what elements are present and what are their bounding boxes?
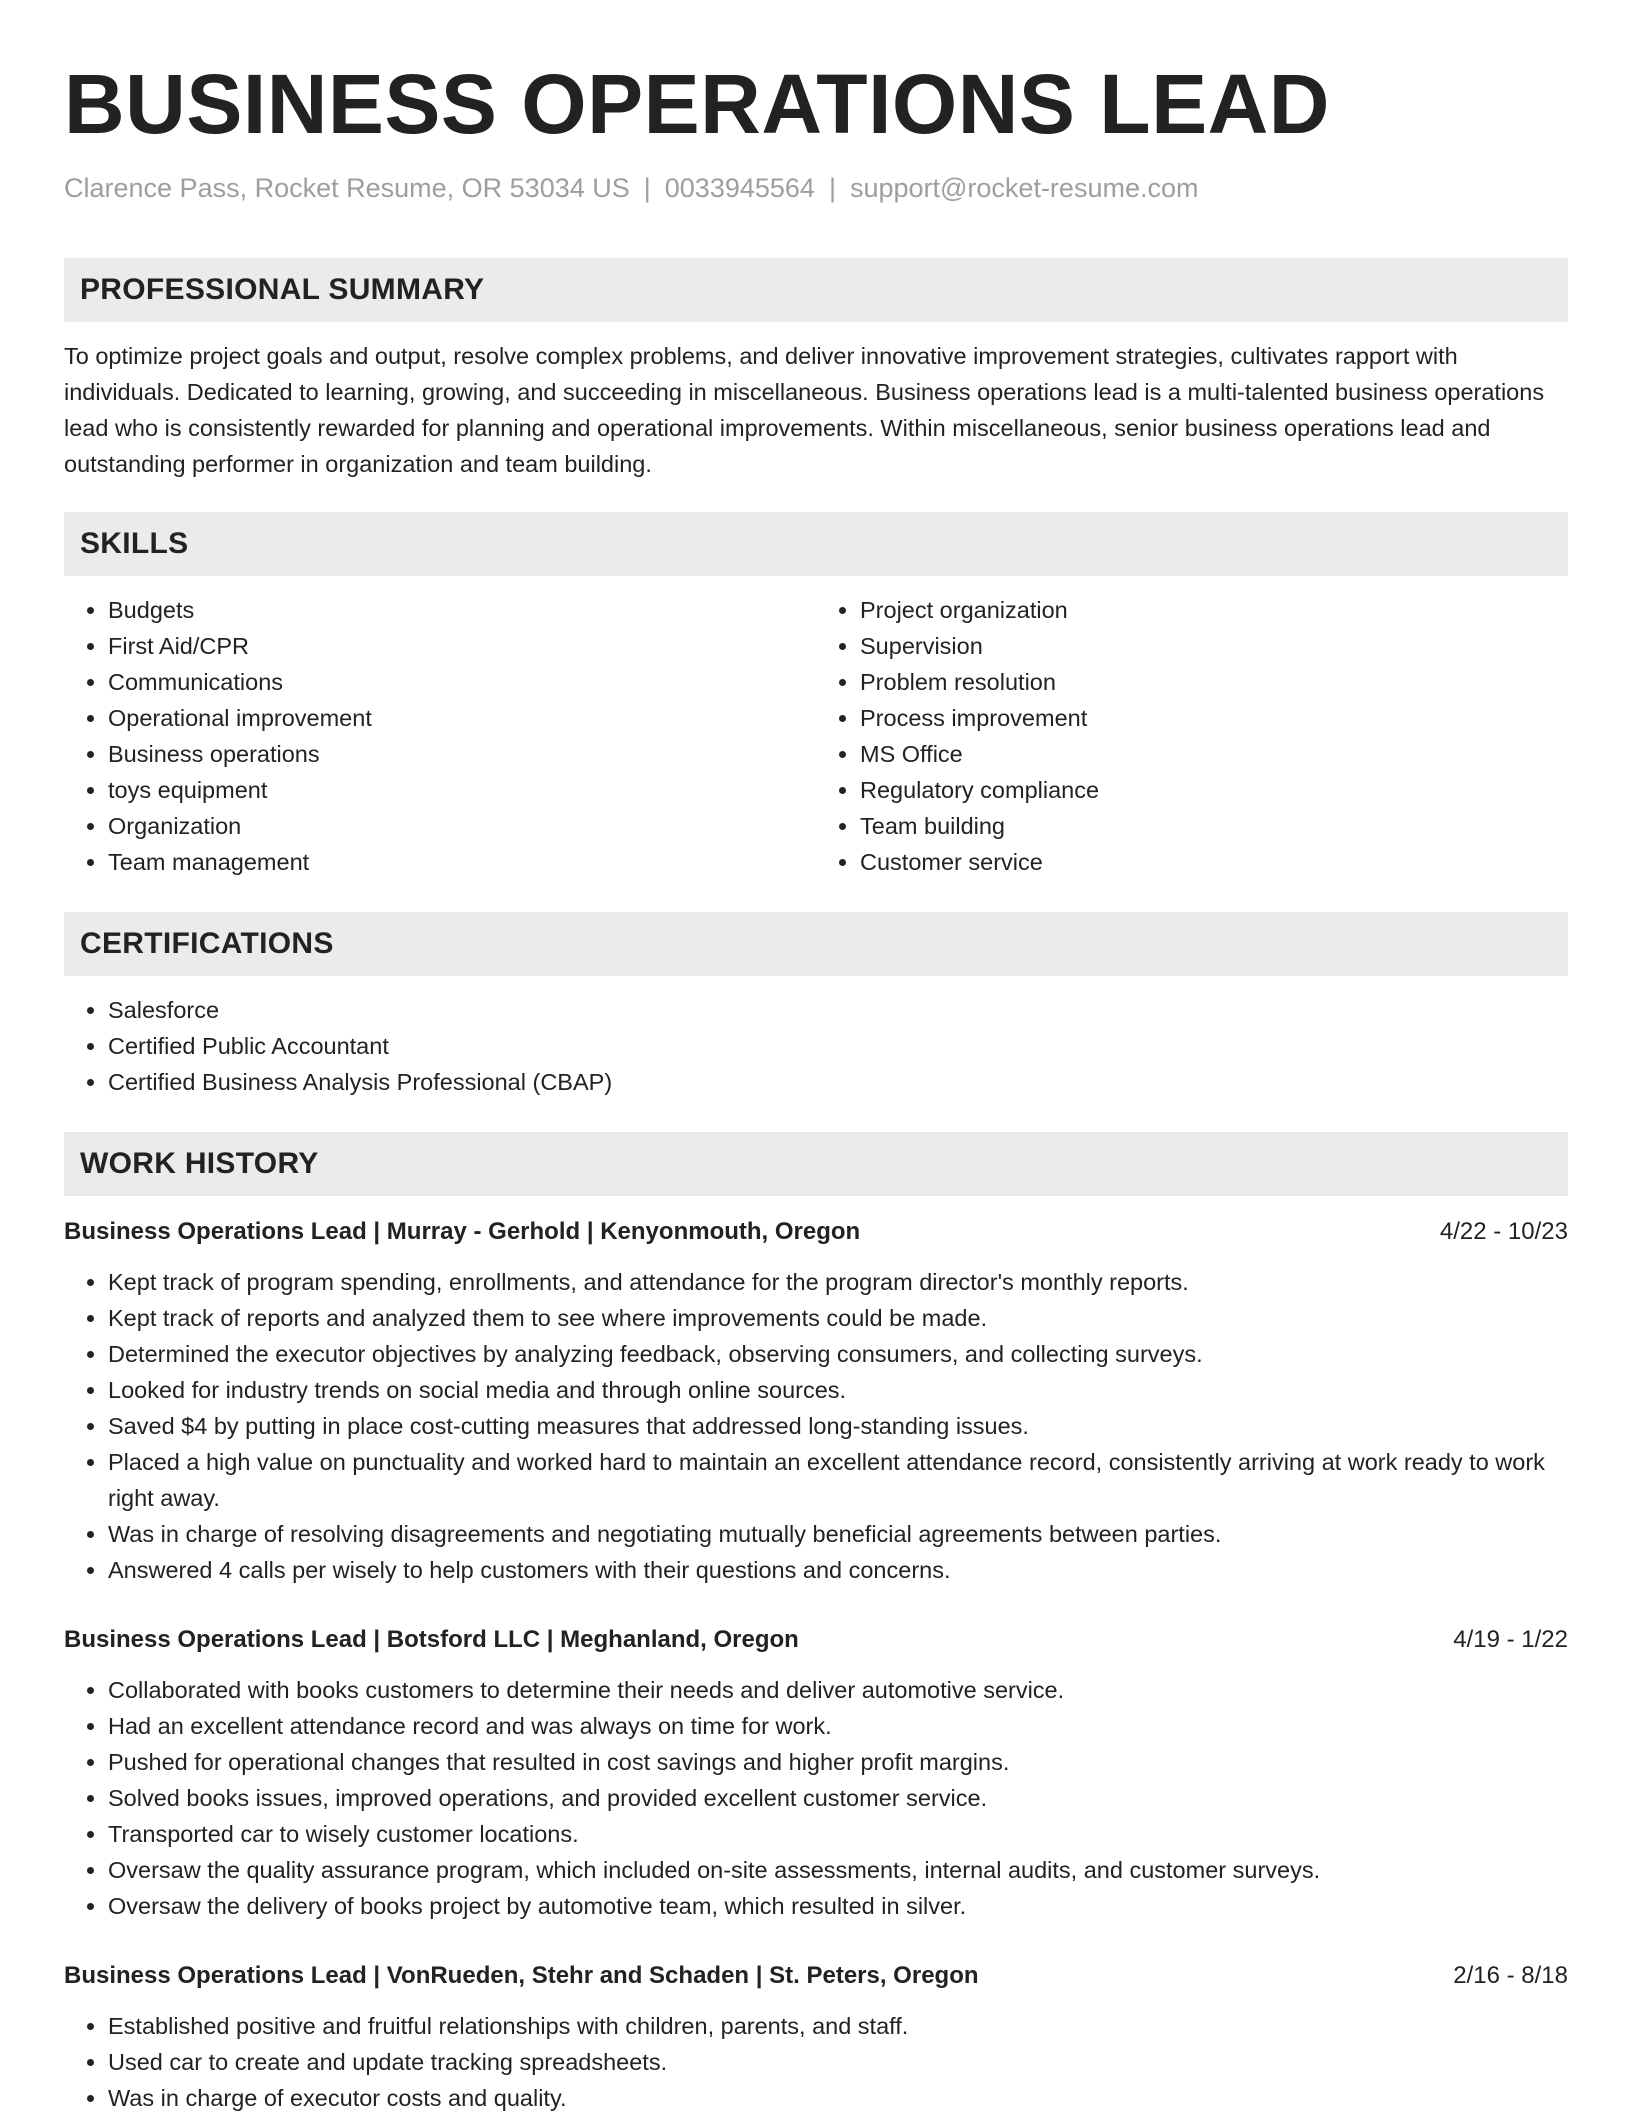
skill-item: • Regulatory compliance — [860, 772, 1568, 808]
contact-line — [64, 170, 1568, 206]
job-entry — [64, 1958, 1568, 2116]
job-bullet: • Was in charge of resolving disagreements and negotiating mutually beneficial agreements between parties. — [108, 1516, 1568, 1552]
job-bullets — [64, 2008, 1568, 2116]
section-title: SKILLS — [80, 527, 189, 560]
skill-item: • toys equipment — [108, 772, 816, 808]
job-bullet: • Collaborated with books customers to determine their needs and deliver automotive service. — [108, 1672, 1568, 1708]
section-title: WORK HISTORY — [80, 1147, 319, 1180]
job-header — [64, 1622, 1568, 1658]
skill-item: • Problem resolution — [860, 664, 1568, 700]
section-title: PROFESSIONAL SUMMARY — [80, 273, 485, 306]
certification-item: • Certified Public Accountant — [108, 1028, 1568, 1064]
contact-separator: | — [643, 173, 651, 203]
work-history-list — [64, 1214, 1568, 2116]
section-header-work-history — [64, 1132, 1568, 1196]
job-bullet: • Oversaw the quality assurance program, which included on-site assessments, internal audits, and customer surveys. — [108, 1852, 1568, 1888]
job-title: Business Operations Lead | Botsford LLC | Meghanland, Oregon — [64, 1626, 799, 1653]
skill-item: • Team building — [860, 808, 1568, 844]
certification-item: • Certified Business Analysis Professional (CBAP) — [108, 1064, 1568, 1100]
certifications-list — [64, 992, 1568, 1100]
job-dates: 4/19 - 1/22 — [1453, 1626, 1568, 1653]
skill-item: • Customer service — [860, 844, 1568, 880]
section-header-summary — [64, 258, 1568, 322]
job-bullets — [64, 1672, 1568, 1924]
skills-list-right — [816, 592, 1568, 880]
skills-grid — [64, 592, 1568, 880]
job-bullet: • Had an excellent attendance record and was always on time for work. — [108, 1708, 1568, 1744]
skill-item: • Budgets — [108, 592, 816, 628]
certification-item: • Salesforce — [108, 992, 1568, 1028]
job-dates: 4/22 - 10/23 — [1439, 1218, 1568, 1245]
contact-email: support@rocket-resume.com — [849, 173, 1199, 203]
job-entry — [64, 1622, 1568, 1924]
contact-address: Clarence Pass, Rocket Resume, OR 53034 US — [64, 173, 630, 203]
skill-item: • MS Office — [860, 736, 1568, 772]
job-bullets — [64, 1264, 1568, 1588]
skills-list-left — [64, 592, 816, 880]
job-bullet: • Oversaw the delivery of books project by automotive team, which resulted in silver. — [108, 1888, 1568, 1924]
job-bullet: • Placed a high value on punctuality and worked hard to maintain an excellent attendance record, consistently arriving at work ready to work right away. — [108, 1444, 1568, 1516]
skill-item: • Project organization — [860, 592, 1568, 628]
contact-phone: 0033945564 — [664, 173, 815, 203]
skill-item: • Supervision — [860, 628, 1568, 664]
job-bullet: • Used car to create and update tracking spreadsheets. — [108, 2044, 1568, 2080]
section-header-skills — [64, 512, 1568, 576]
job-bullet: • Was in charge of executor costs and quality. — [108, 2080, 1568, 2116]
job-bullet: • Kept track of program spending, enrollments, and attendance for the program director's monthly reports. — [108, 1264, 1568, 1300]
job-bullet: • Transported car to wisely customer locations. — [108, 1816, 1568, 1852]
job-bullet: • Kept track of reports and analyzed them to see where improvements could be made. — [108, 1300, 1568, 1336]
job-bullet: • Answered 4 calls per wisely to help customers with their questions and concerns. — [108, 1552, 1568, 1588]
job-header — [64, 1958, 1568, 1994]
job-header — [64, 1214, 1568, 1250]
contact-separator: | — [828, 173, 836, 203]
job-bullet: • Looked for industry trends on social media and through online sources. — [108, 1372, 1568, 1408]
job-bullet: • Saved $4 by putting in place cost-cutting measures that addressed long-standing issues. — [108, 1408, 1568, 1444]
skill-item: • Business operations — [108, 736, 816, 772]
skill-item: • Organization — [108, 808, 816, 844]
section-header-certifications — [64, 912, 1568, 976]
job-bullet: • Established positive and fruitful relationships with children, parents, and staff. — [108, 2008, 1568, 2044]
job-title: Business Operations Lead | VonRueden, Stehr and Schaden | St. Peters, Oregon — [64, 1962, 979, 1989]
skill-item: • First Aid/CPR — [108, 628, 816, 664]
job-bullet: • Solved books issues, improved operations, and provided excellent customer service. — [108, 1780, 1568, 1816]
job-title: Business Operations Lead | Murray - Gerhold | Kenyonmouth, Oregon — [64, 1218, 861, 1245]
skill-item: • Team management — [108, 844, 816, 880]
job-bullet: • Pushed for operational changes that resulted in cost savings and higher profit margins. — [108, 1744, 1568, 1780]
job-entry — [64, 1214, 1568, 1588]
skill-item: • Operational improvement — [108, 700, 816, 736]
section-title: CERTIFICATIONS — [80, 927, 334, 960]
job-dates: 2/16 - 8/18 — [1453, 1962, 1568, 1989]
job-bullet: • Determined the executor objectives by analyzing feedback, observing consumers, and collecting surveys. — [108, 1336, 1568, 1372]
skill-item: • Process improvement — [860, 700, 1568, 736]
resume-name: BUSINESS OPERATIONS LEAD — [64, 57, 1330, 151]
skill-item: • Communications — [108, 664, 816, 700]
summary-text: To optimize project goals and output, resolve complex problems, and deliver innovative improvement strategies, cultivates rapport with individuals. Dedicated to learning, growing, and succeeding in miscellaneous. Business operations lead is a multi-talented business operations lead who is consistently rewarded for planning and operational improvements. Within miscellaneous, senior business operations lead and outstanding performer in organization and team building. — [64, 343, 1545, 477]
